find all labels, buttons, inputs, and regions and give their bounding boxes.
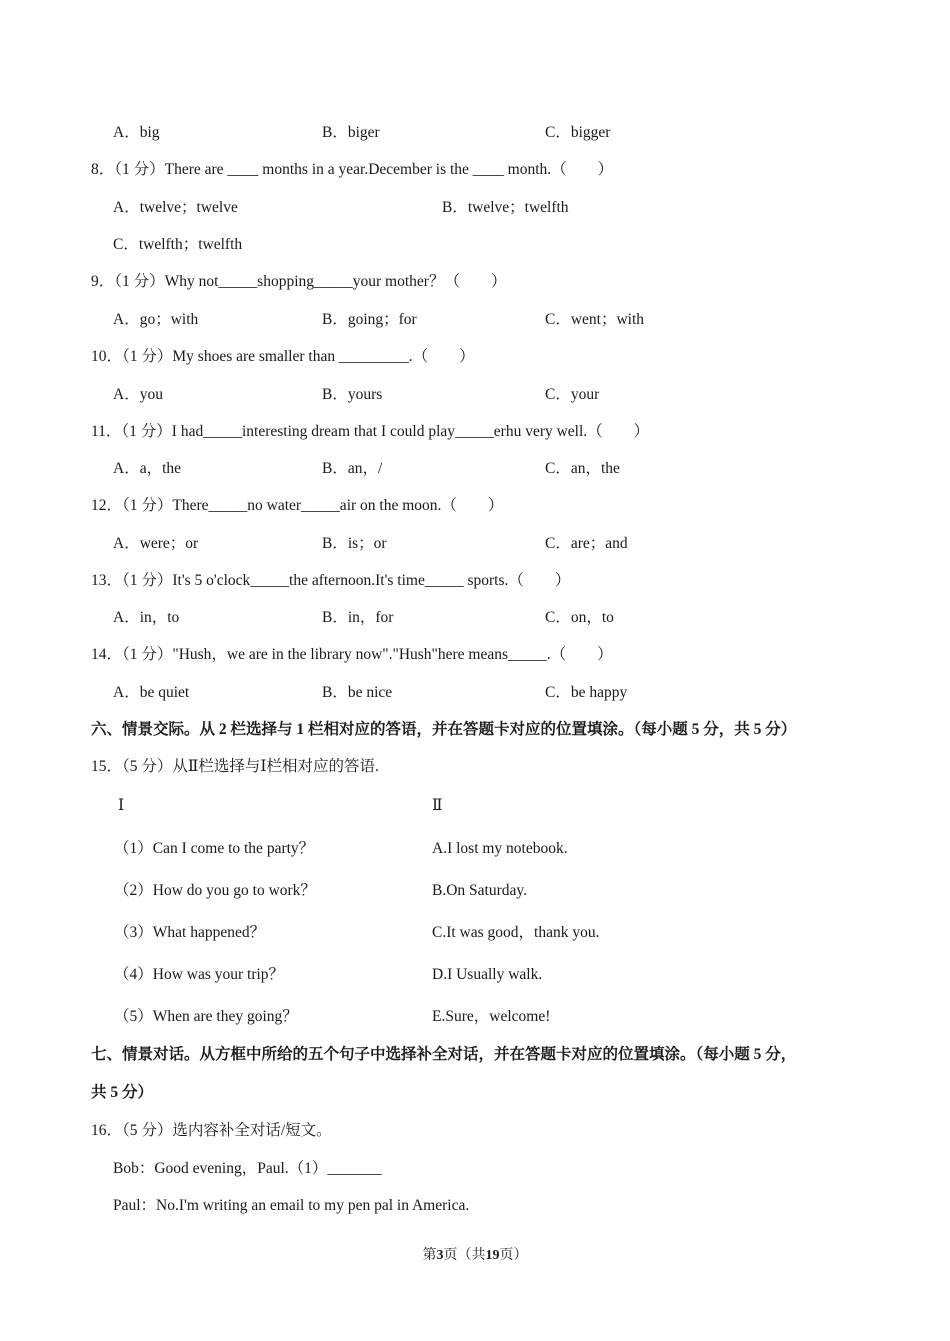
- footer-middle: 页（共: [443, 1248, 486, 1263]
- footer-suffix: 页）: [499, 1248, 528, 1263]
- q13-option-b: B．in，for: [322, 609, 394, 626]
- q9-option-b: B．going；for: [322, 311, 417, 328]
- column-1-item: （3）What happened？: [114, 924, 266, 941]
- column-1-item: （2）How do you go to work？: [114, 882, 316, 899]
- q7-option-b: B．biger: [322, 124, 380, 141]
- dialog-line: Paul：No.I'm writing an email to my pen pal in America.: [113, 1197, 470, 1214]
- column-2-item: B.On Saturday.: [432, 882, 527, 899]
- q9-option-c: C．went；with: [545, 311, 645, 328]
- q13-stem: 13．（1 分）It's 5 o'clock_____the afternoon.It's time_____ sports.（ ）: [91, 572, 571, 589]
- q11-stem: 11．（1 分）I had_____interesting dream that I could play_____erhu very well.（ ）: [91, 423, 650, 440]
- dialog-line: Bob：Good evening，Paul.（1）_______: [113, 1160, 382, 1177]
- q8-option-b: B．twelve；twelfth: [442, 199, 569, 216]
- q13-option-a: A．in，to: [113, 609, 180, 626]
- q11-option-c: C．an，the: [545, 460, 620, 477]
- q16-stem: 16．（5 分）选内容补全对话/短文。: [91, 1122, 332, 1139]
- q10-stem: 10．（1 分）My shoes are smaller than _________.（ ）: [91, 348, 475, 365]
- q9-stem: 9．（1 分）Why not_____shopping_____your mother？（ ）: [91, 273, 507, 290]
- column-1-header: Ⅰ: [118, 797, 125, 814]
- q12-option-c: C．are；and: [545, 535, 628, 552]
- q13-option-c: C．on，to: [545, 609, 614, 626]
- q14-option-b: B．be nice: [322, 684, 393, 701]
- q14-stem: 14．（1 分）"Hush，we are in the library now"."Hush"here means_____.（ ）: [91, 646, 613, 663]
- column-2-item: D.I Usually walk.: [432, 966, 543, 983]
- column-2-header: Ⅱ: [432, 797, 443, 814]
- q12-option-b: B．is；or: [322, 535, 387, 552]
- q8-option-c: C．twelfth；twelfth: [113, 236, 243, 253]
- section6-heading: 六、情景交际。从 2 栏选择与 1 栏相对应的答语，并在答题卡对应的位置填涂。（每小题 5 分，共 5 分）: [91, 721, 797, 738]
- section7-heading: 七、情景对话。从方框中所给的五个句子中选择补全对话，并在答题卡对应的位置填涂。（每小题 5 分，: [91, 1046, 797, 1063]
- q10-option-a: A．you: [113, 386, 163, 403]
- q11-option-b: B．an，/: [322, 460, 383, 477]
- q12-stem: 12．（1 分）There_____no water_____air on the moon.（ ）: [91, 497, 504, 514]
- q9-option-a: A．go；with: [113, 311, 199, 328]
- column-2-item: E.Sure，welcome!: [432, 1008, 551, 1025]
- footer-total-pages: 19: [485, 1248, 500, 1263]
- column-1-item: （5）When are they going？: [114, 1008, 298, 1025]
- footer-prefix: 第: [422, 1248, 437, 1263]
- q10-option-b: B．yours: [322, 386, 383, 403]
- page-footer: [0, 1244, 950, 1264]
- q14-option-c: C．be happy: [545, 684, 628, 701]
- q15-stem: 15．（5 分）从Ⅱ栏选择与Ⅰ栏相对应的答语.: [91, 758, 379, 775]
- column-1-item: （1）Can I come to the party？: [114, 840, 315, 857]
- column-2-item: A.I lost my notebook.: [432, 840, 568, 857]
- q8-option-a: A．twelve；twelve: [113, 199, 238, 216]
- q11-option-a: A．a，the: [113, 460, 182, 477]
- column-1-item: （4）How was your trip？: [114, 966, 285, 983]
- q12-option-a: A．were；or: [113, 535, 199, 552]
- column-2-item: C.It was good，thank you.: [432, 924, 600, 941]
- footer-page-number: 3: [436, 1248, 444, 1263]
- section7-heading-cont: 共 5 分）: [91, 1084, 154, 1101]
- q8-stem: 8．（1 分）There are ____ months in a year.December is the ____ month.（ ）: [91, 161, 614, 178]
- q7-option-a: A．big: [113, 124, 160, 141]
- q14-option-a: A．be quiet: [113, 684, 190, 701]
- q7-option-c: C．bigger: [545, 124, 611, 141]
- q10-option-c: C．your: [545, 386, 600, 403]
